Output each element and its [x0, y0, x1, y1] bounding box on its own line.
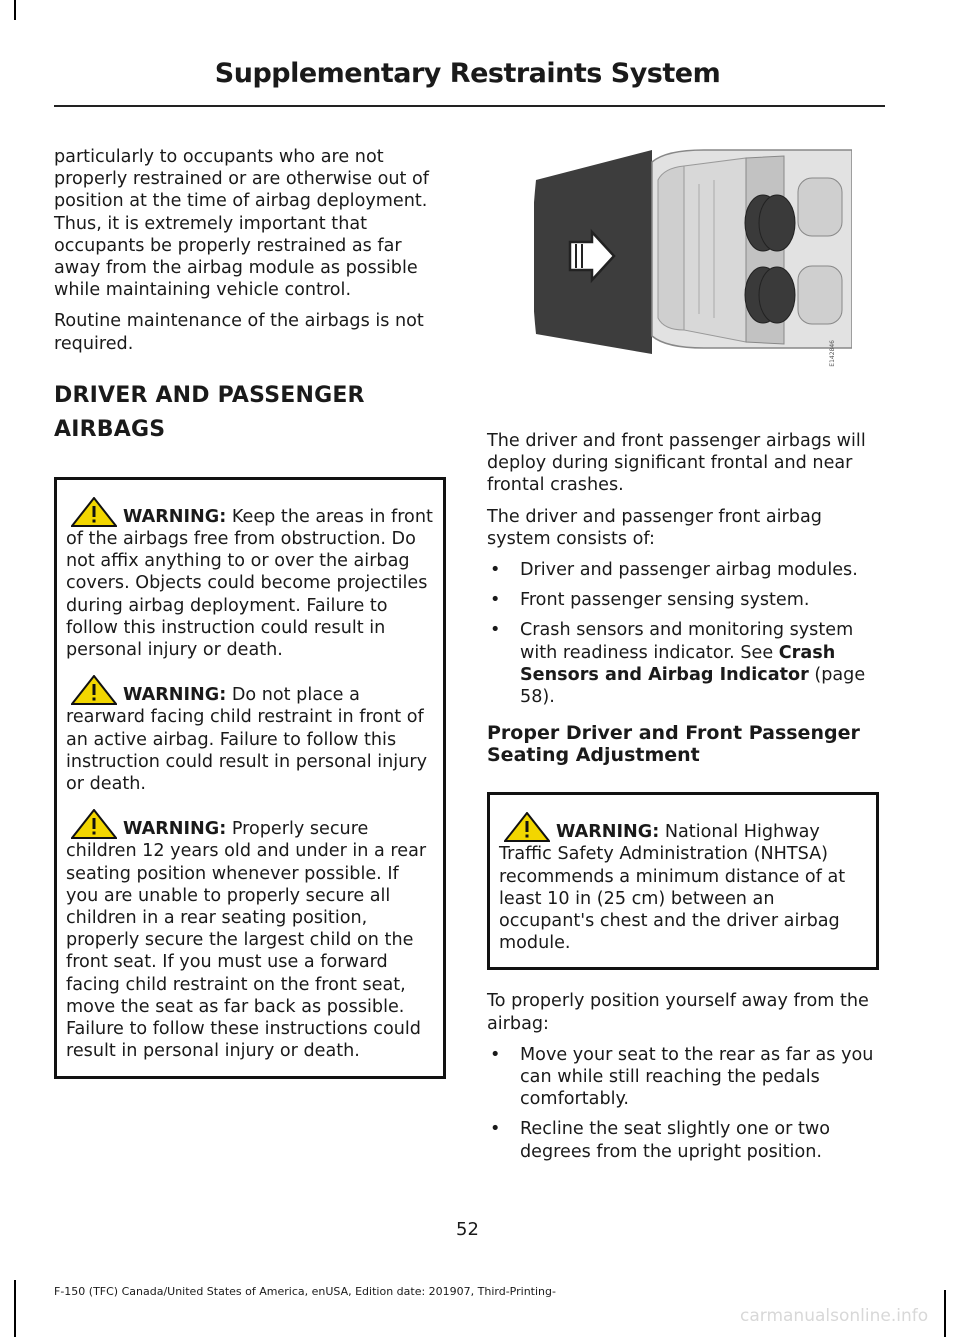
- warning-triangle-icon: [504, 812, 550, 842]
- intro-paragraph: Routine maintenance of the airbags is not required.: [54, 311, 424, 354]
- list-item: [487, 619, 879, 708]
- warning-item: [66, 497, 435, 661]
- header-divider: [54, 105, 885, 107]
- paragraph: The driver and passenger front airbag system consists of:: [487, 506, 822, 549]
- page-reference: (page 58).: [520, 664, 866, 708]
- paragraph: The driver and front passenger airbags will deploy during significant frontal and near frontal crashes.: [487, 431, 866, 496]
- right-column: [487, 430, 879, 1173]
- sub-heading: Proper Driver and Front Passenger Seating Adjustment: [487, 722, 860, 767]
- warning-text: National Highway Traffic Safety Administration (NHTSA) recommends a minimum distance of at least 10 in (25 cm) between an occupant's chest and the driver airbag module.: [499, 822, 846, 954]
- warning-item: [66, 809, 435, 1062]
- warning-box: [487, 792, 879, 970]
- figure-code: E142846: [829, 340, 836, 367]
- list-item: • Recline the seat slightly one or two degrees from the upright position.: [487, 1118, 879, 1162]
- list-item: • Front passenger sensing system.: [487, 589, 879, 611]
- cross-reference-link[interactable]: Crash Sensors and Airbag Indicator: [520, 642, 836, 685]
- intro-paragraph: particularly to occupants who are not properly restrained or are otherwise out of position at the time of airbag deployment. Thus, it is extremely important that occupants be properly restrained as far away from the airbag module as possible while maintaining vehicle control.: [54, 147, 430, 301]
- page-title: Supplementary Restraints System: [214, 58, 721, 89]
- left-column: [54, 146, 446, 1079]
- watermark: carmanualsonline.info: [740, 1306, 929, 1326]
- list-item: • Driver and passenger airbag modules.: [487, 559, 879, 581]
- crop-mark: [14, 0, 16, 20]
- warning-box: [54, 477, 446, 1079]
- warning-item: [499, 812, 868, 954]
- warning-label: WARNING:: [556, 822, 660, 843]
- warning-label: WARNING:: [123, 685, 227, 706]
- list-item: • Move your seat to the rear as far as you can while still reaching the pedals comfortably.: [487, 1044, 879, 1111]
- airbag-deployment-diagram: [534, 140, 852, 368]
- warning-text: Keep the areas in front of the airbags free from obstruction. Do not affix anything to or over the airbag covers. Objects could become projectiles during airbag deployment. Failure to follow this instruction could result in personal injury or death.: [66, 506, 433, 661]
- footer-text: F-150 (TFC) Canada/United States of America, enUSA, Edition date: 201907, Third-Printing-: [54, 1285, 556, 1298]
- crop-mark: [14, 1280, 16, 1337]
- crop-mark: [944, 1290, 946, 1337]
- paragraph: To properly position yourself away from the airbag:: [487, 991, 869, 1034]
- warning-label: WARNING:: [123, 819, 227, 840]
- warning-triangle-icon: [71, 675, 117, 705]
- warning-triangle-icon: [71, 497, 117, 527]
- warning-triangle-icon: [71, 809, 117, 839]
- warning-label: WARNING:: [123, 506, 227, 527]
- page-number: 52: [456, 1219, 479, 1240]
- section-heading: DRIVER AND PASSENGER AIRBAGS: [54, 382, 365, 442]
- position-list: [487, 1044, 879, 1163]
- list-item-text: Crash sensors and monitoring system with readiness indicator. See: [520, 620, 854, 663]
- warning-text: Do not place a rearward facing child restraint in front of an active airbag. Failure to follow this instruction could result in personal injury or death.: [66, 685, 427, 795]
- component-list: [487, 559, 879, 708]
- warning-text: Properly secure children 12 years old and under in a rear seating position whenever possible. If you are unable to properly secure all children in a rear seating position, properly secure the largest child on the front seat. If you must use a forward facing child restraint on the front seat, move the seat as far back as possible. Failure to follow these instructions could result in personal injury or death.: [66, 819, 427, 1062]
- warning-item: [66, 675, 435, 795]
